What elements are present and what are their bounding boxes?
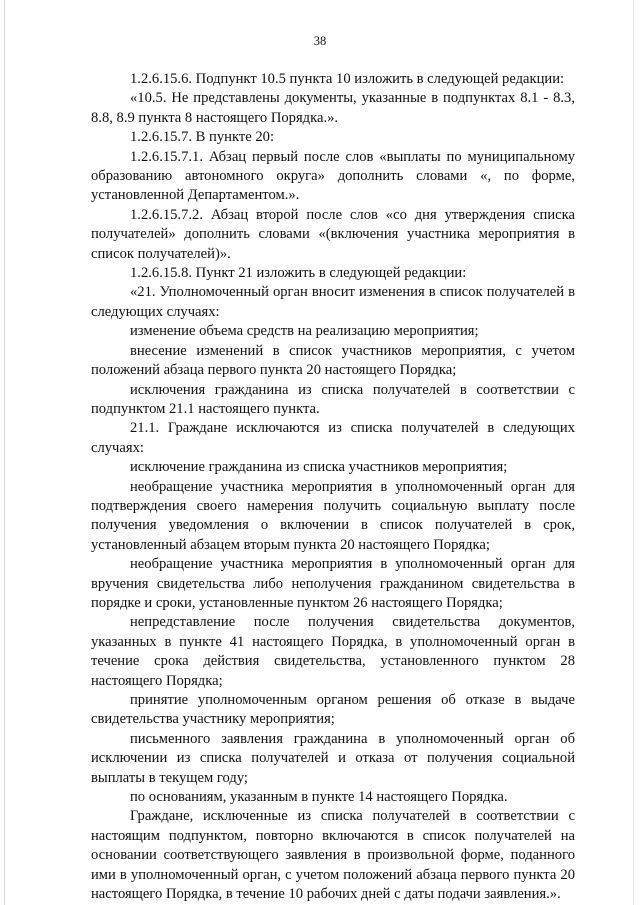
paragraph-1-2-6-15-7-1: 1.2.6.15.7.1. Абзац первый после слов «выплаты по муниципальному образованию автономного округа» дополнить словами «, по форме, установленной Департаментом.». xyxy=(91,148,575,204)
paragraph-1-2-6-15-8: 1.2.6.15.8. Пункт 21 изложить в следующей редакции: xyxy=(130,265,467,282)
paragraph-list-item: принятие уполномоченным органом решения об отказе в выдаче свидетельства участнику мероприятия; xyxy=(91,692,575,728)
paragraph-list-item: изменение объема средств на реализацию мероприятия; xyxy=(130,323,479,340)
document-body xyxy=(91,70,575,904)
paragraph-list-item: исключения гражданина из списка получателей в соответствии с подпунктом 21.1 настоящего пункта. xyxy=(91,381,575,417)
paragraph-list-item: внесение изменений в список участников мероприятия, с учетом положений абзаца первого пункта 20 настоящего Порядка; xyxy=(91,342,575,379)
paragraph-list-item: исключение гражданина из списка участников мероприятия; xyxy=(130,459,508,476)
scan-edge-right xyxy=(633,0,634,905)
paragraph-10-5-text: «10.5. Не представлены документы, указанные в подпунктах 8.1 - 8.3, 8.8, 8.9 пункта 8 настоящего Порядка.». xyxy=(91,90,575,126)
paragraph-list-item: письменного заявления гражданина в уполномоченный орган об исключении из списка получателей и отказа от получения социальной выплаты в текущем году; xyxy=(91,730,575,786)
paragraph-closing: Граждане, исключенные из списка получателей в соответствии с настоящим подпунктом, повторно включаются в список получателей на основании соответствующего заявления в произвольной форме, поданного ими в уполномоченный орган, с учетом положений абзаца первого пункта 20 настоящего Порядка, в течение 10 рабочих дней с даты подачи заявления.». xyxy=(91,808,575,903)
paragraph-21-1-intro: 21.1. Граждане исключаются из списка получателей в следующих случаях: xyxy=(91,420,575,456)
paragraph-list-item: по основаниям, указанным в пункте 14 настоящего Порядка. xyxy=(130,789,508,806)
paragraph-list-item: необращение участника мероприятия в уполномоченный орган для вручения свидетельства либо неполучения гражданином свидетельства в порядке и сроки, установленные пунктом 26 настоящего Порядка; xyxy=(91,556,575,611)
page-number: 38 xyxy=(313,34,327,48)
paragraph-list-item: непредставление после получения свидетельства документов, указанных в пункте 41 настоящего Порядка, в уполномоченный орган в течение срока действия свидетельства, установленного пунктом 28 настоящего Порядка; xyxy=(91,614,575,689)
paragraph-1-2-6-15-6: 1.2.6.15.6. Подпункт 10.5 пункта 10 изложить в следующей редакции: xyxy=(130,71,565,87)
scan-edge-left xyxy=(4,0,5,905)
paragraph-list-item: необращение участника мероприятия в уполномоченный орган для подтверждения своего намерения получить социальную выплату после получения уведомления о включении в список получателей в срок, установленный абзацем вторым пункта 20 настоящего Порядка; xyxy=(91,478,575,553)
paragraph-21-intro: «21. Уполномоченный орган вносит изменения в список получателей в следующих случаях: xyxy=(91,284,575,320)
paragraph-1-2-6-15-7-2: 1.2.6.15.7.2. Абзац второй после слов «со дня утверждения списка получателей» дополнить словами «(включения участника мероприятия в список получателей)». xyxy=(91,206,575,262)
paragraph-1-2-6-15-7: 1.2.6.15.7. В пункте 20: xyxy=(130,129,275,146)
